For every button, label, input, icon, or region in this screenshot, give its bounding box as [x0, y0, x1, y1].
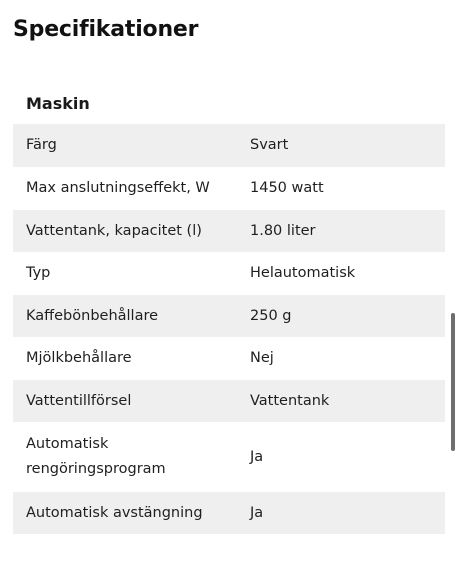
scrollbar-thumb[interactable] [451, 313, 455, 451]
spec-value: Ja [250, 448, 264, 465]
spec-label: Automatisk rengöringsprogram [26, 436, 166, 477]
spec-label: Kaffebönbehållare [26, 307, 159, 324]
spec-label: Färg [26, 137, 57, 153]
spec-table [13, 124, 445, 534]
spec-row [13, 124, 445, 167]
spec-value: 1450 watt [250, 180, 324, 196]
spec-value: Helautomatisk [250, 265, 356, 281]
spec-value: Nej [250, 350, 274, 366]
spec-row [13, 167, 445, 210]
spec-label: Mjölkbehållare [26, 350, 132, 366]
spec-row [13, 295, 445, 337]
spec-value: 250 g [250, 307, 292, 324]
spec-value: Ja [250, 504, 264, 521]
spec-value: 1.80 liter [250, 222, 316, 239]
spec-row [13, 252, 445, 295]
page-title: Specifikationer [13, 17, 199, 42]
spec-row [13, 492, 445, 534]
section-title-maskin: Maskin [26, 94, 90, 113]
spec-label: Max anslutningseffekt, W [26, 180, 210, 196]
spec-row [13, 210, 445, 252]
spec-row [13, 337, 445, 380]
spec-row [13, 380, 445, 422]
spec-value: Vattentank [250, 392, 330, 409]
spec-label: Vattentank, kapacitet (l) [26, 222, 202, 239]
spec-value: Svart [250, 137, 289, 153]
spec-label: Vattentillförsel [26, 392, 132, 409]
spec-row [13, 422, 445, 492]
spec-label: Automatisk avstängning [26, 504, 203, 521]
spec-label: Typ [26, 265, 51, 281]
